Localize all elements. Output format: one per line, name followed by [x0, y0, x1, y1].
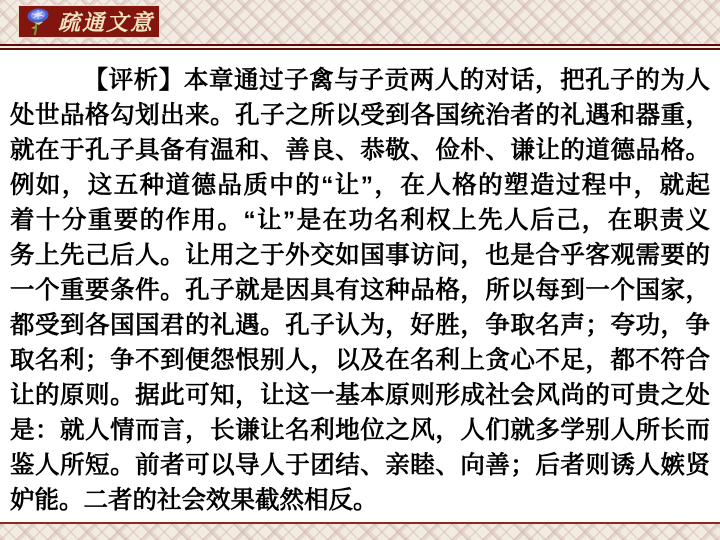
morning-glory-icon [23, 6, 53, 36]
paragraph-line: 处世品格勾划出来。孔子之所以受到各国统治者的礼遇和器重， [10, 102, 710, 129]
paragraph-line: 取名利；争不到便怨恨别人，以及在名利上贪心不足，都不符合 [10, 347, 710, 374]
paragraph-line: 是：就人情而言，长谦让名利地位之风，人们就多学别人所长而 [10, 417, 710, 444]
section-banner [18, 5, 160, 38]
paragraph-line: 一个重要条件。孔子就是因具有这种品格，所以每到一个国家， [10, 277, 710, 304]
analysis-paragraph [0, 50, 720, 518]
paragraph-line: 【评析】本章通过子禽与子贡两人的对话，把孔子的为人 [83, 67, 710, 94]
bottom-damask-band [0, 524, 720, 540]
paragraph-line: 妒能。二者的社会效果截然相反。 [10, 487, 378, 514]
paragraph-line: 例如，这五种道德品质中的“让”，在人格的塑造过程中，就起 [10, 172, 710, 199]
paragraph-line: 都受到各国国君的礼遇。孔子认为，好胜，争取名声；夸功，争 [10, 312, 710, 339]
slide-body [0, 50, 720, 522]
paragraph-line: 就在于孔子具备有温和、善良、恭敬、俭朴、谦让的道德品格。 [10, 137, 710, 164]
paragraph-line: 让的原则。据此可知，让这一基本原则形成社会风尚的可贵之处 [10, 382, 710, 409]
paragraph-line: 着十分重要的作用。“让”是在功名利权上先人后己，在职责义 [10, 207, 710, 234]
section-title: 疏通文意 [58, 10, 155, 35]
paragraph-line: 鉴人所短。前者可以导人于团结、亲睦、向善；后者则诱人嫉贤 [10, 452, 710, 479]
paragraph-line: 务上先己后人。让用之于外交如国事访问，也是合乎客观需要的 [10, 242, 710, 269]
